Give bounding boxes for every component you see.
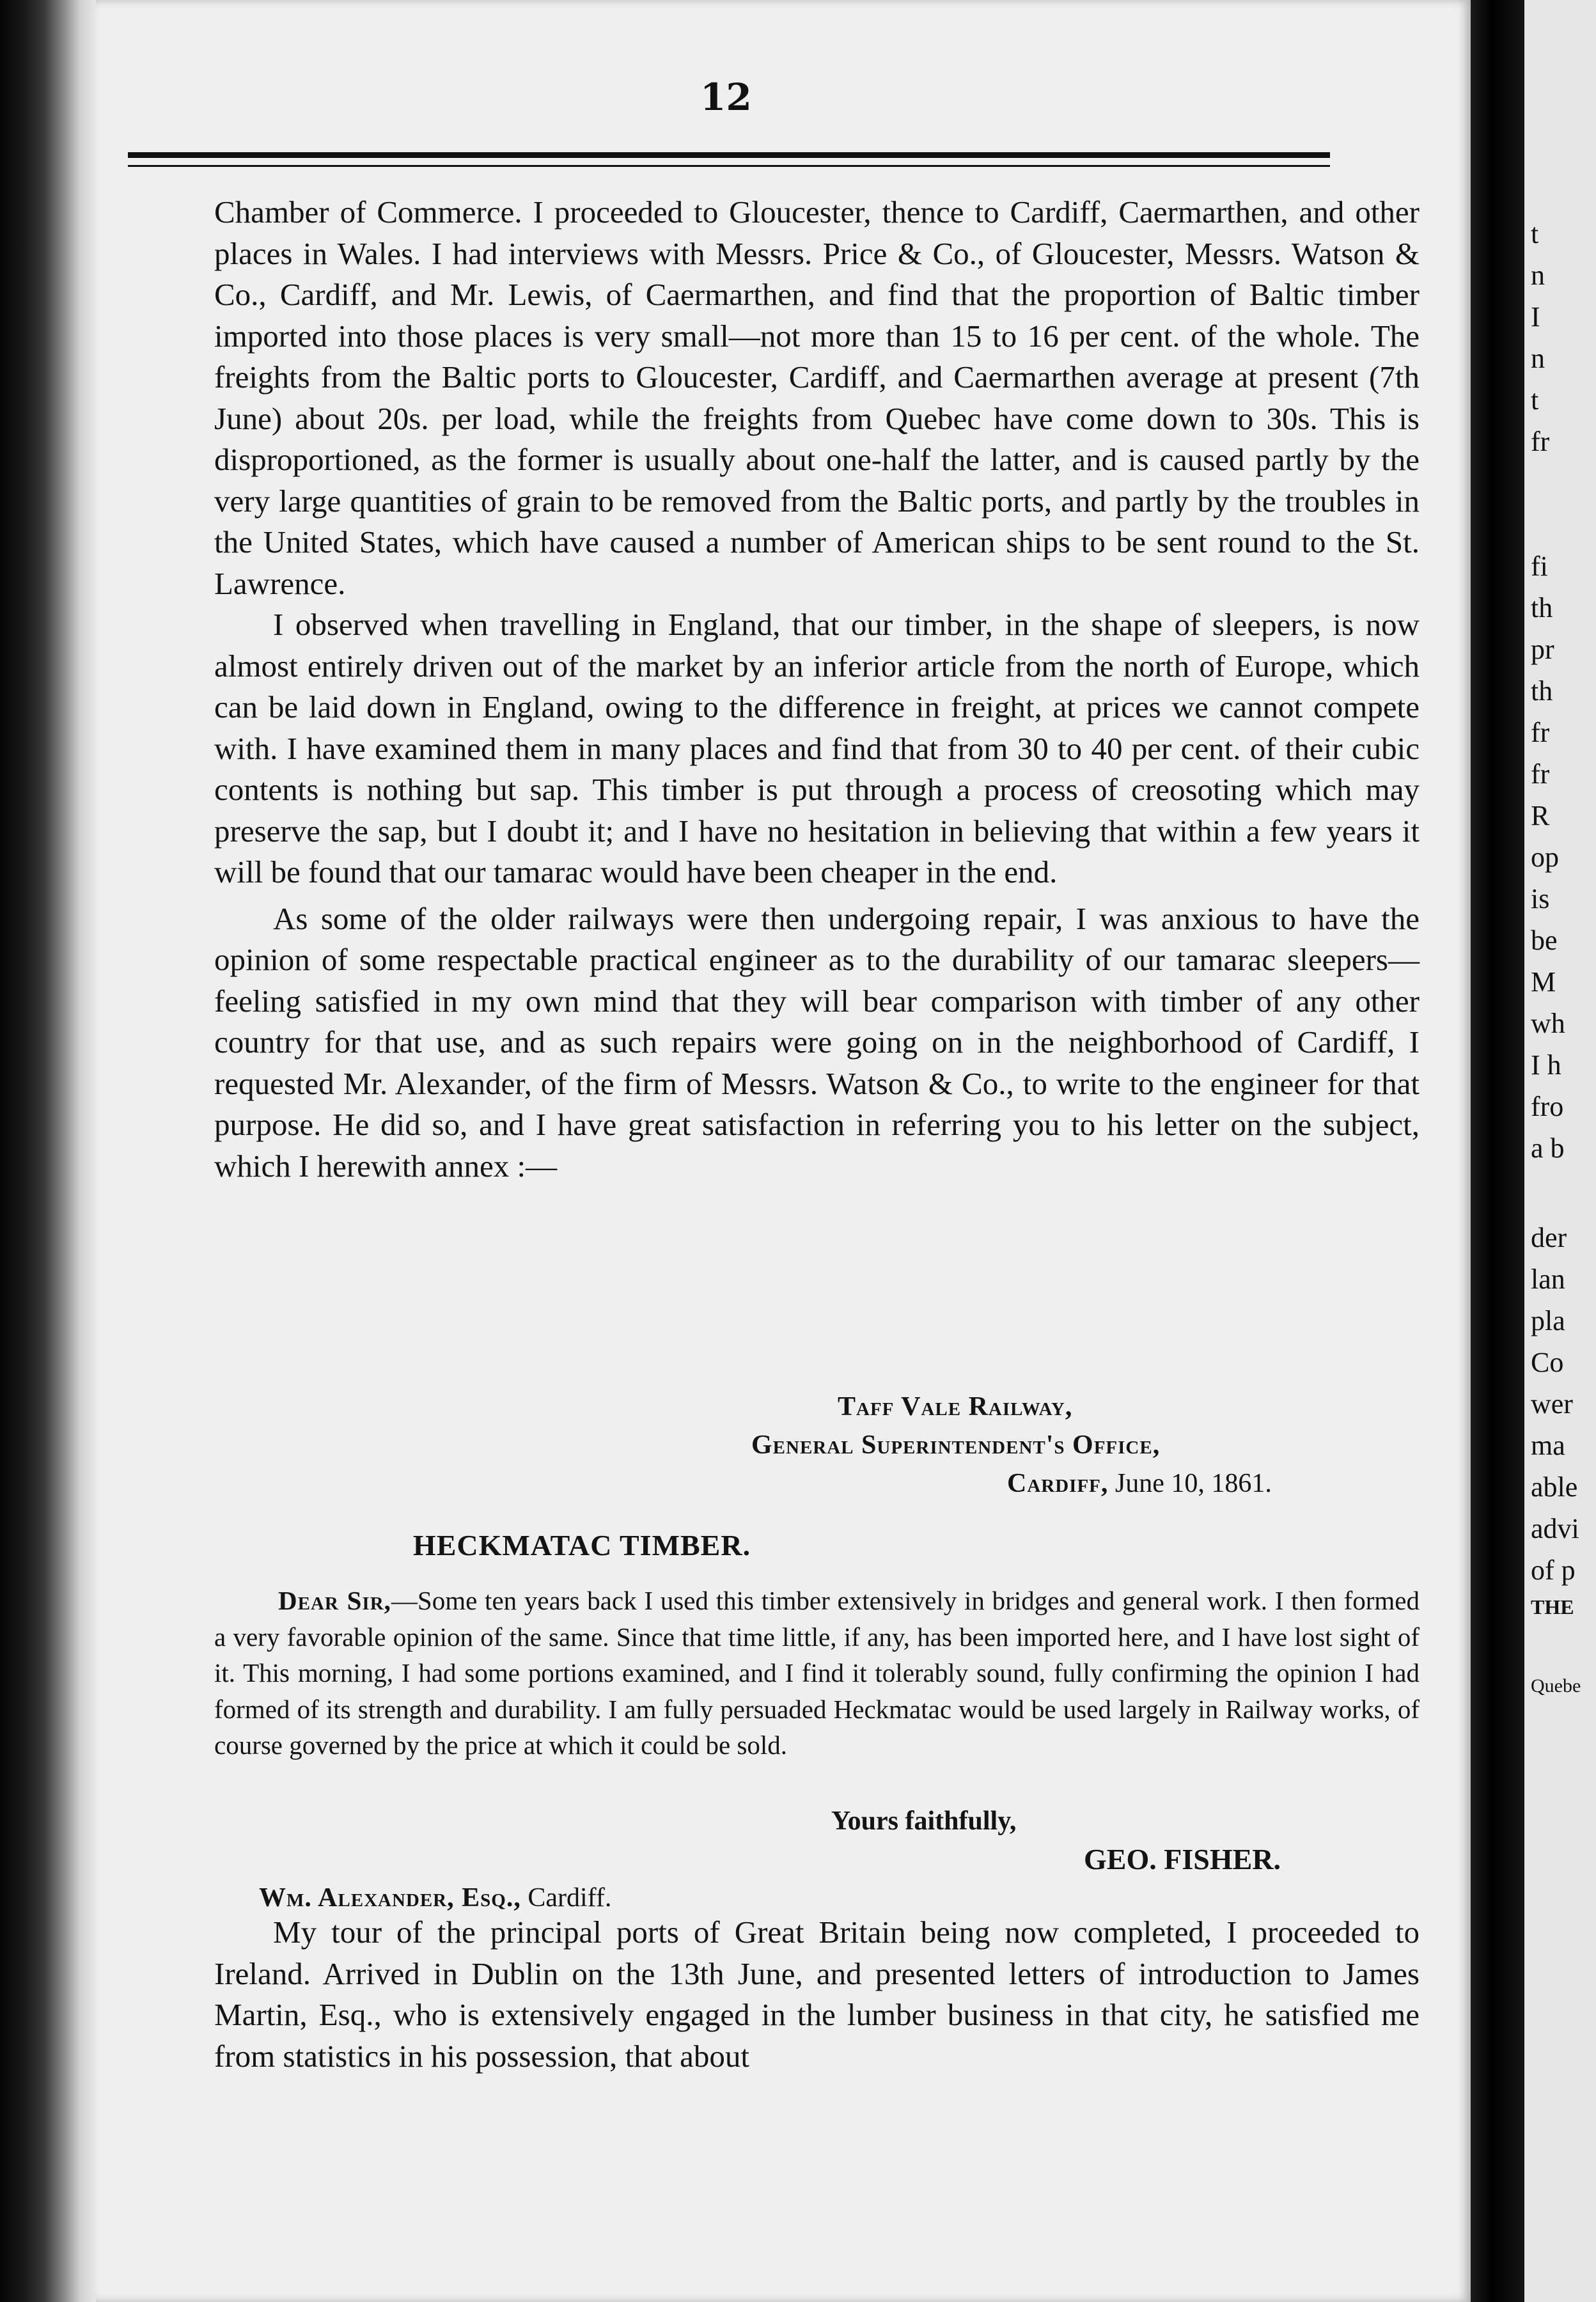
next-page-fragment: I h [1531, 1049, 1561, 1081]
next-page-fragment: n [1531, 260, 1545, 291]
paragraph-1: Chamber of Commerce. I proceeded to Gloucester, thence to Cardiff, Caermarthen, and other places in Wales. I had interviews with Messrs. Price & Co., of Gloucester, Messrs. Watson & Co., Cardiff, and Mr. Lewis, of Caermarthen, and find that the proportion of Baltic timber imported into those places is very small—not more than 15 to 16 per cent. of the whole. The freights from the Baltic ports to Gloucester, Cardiff, and Caermarthen average at present (7th June) about 20s. per load, while the freights from Quebec have come down to 30s. This is disproportioned, as the former is usually about one-half the latter, and is caused partly by the very large quantities of grain to be removed from the Baltic ports, and partly by the troubles in the United States, which have caused a number of American ships to be sent round to the St. Lawrence. [214, 194, 1420, 601]
next-page-fragment: t [1531, 384, 1539, 416]
next-page-fragment: I [1531, 301, 1540, 333]
letter-header [214, 1388, 1420, 1503]
next-page-fragment: pr [1531, 634, 1554, 665]
next-page-edge [1524, 0, 1596, 2302]
letter-paragraph [214, 1583, 1420, 1764]
letter-from-2: General Superintendent's Office, [751, 1430, 1161, 1460]
next-page-fragment: THE [1531, 1595, 1574, 1618]
next-page-fragment: ma [1531, 1430, 1565, 1461]
next-page-fragment: wh [1531, 1008, 1565, 1039]
next-page-fragment: n [1531, 343, 1545, 374]
next-page-fragment: Co [1531, 1347, 1564, 1378]
next-page-fragment: fr [1531, 426, 1550, 457]
next-page-fragment: th [1531, 675, 1553, 707]
letter-place: Cardiff, [1007, 1469, 1109, 1498]
letter-closing-block [214, 1802, 1420, 1917]
letter-salutation: Dear Sir, [278, 1586, 391, 1615]
letter-date: June 10, 1861. [1115, 1469, 1272, 1498]
book-gutter [1471, 0, 1524, 2302]
header-rule-thin [128, 165, 1330, 167]
body-text-continued [214, 1912, 1420, 2077]
paragraph-2: I observed when travelling in England, that our timber, in the shape of sleepers, is now almost entirely driven out of the market by an inferior article from the north of Europe, which can be laid down in England, owing to the difference in freight, at prices we cannot compete with. I have examined them in many places and find that from 30 to 40 per cent. of their cubic contents is nothing but sap. This timber is put through a process of creosoting which may preserve the sap, but I doubt it; and I have no hesitation in believing that within a few years it will be found that our tamarac would have been cheaper in the end. [214, 607, 1420, 889]
next-page-fragment: fi [1531, 551, 1548, 582]
letter-closing: Yours faithfully, [831, 1806, 1017, 1836]
next-page-fragment: M [1531, 966, 1556, 998]
next-page-fragment: able [1531, 1471, 1578, 1503]
next-page-fragment: der [1531, 1222, 1567, 1253]
letter-text: —Some ten years back I used this timber extensively in bridges and general work. I then formed a very favorable opinion of the same. Since that time little, if any, has been imported here, and I have lost sight of it. This morning, I had some portions examined, and I find it tolerably sound, fully confirming the opinion I had formed of its strength and durability. I am fully persuaded Heckmatac would be used largely in Railway works, of course governed by the price at which it could be sold. [214, 1586, 1420, 1760]
next-page-fragment: R [1531, 800, 1550, 831]
next-page-fragment: wer [1531, 1388, 1573, 1420]
book-binding [0, 0, 96, 2302]
next-page-fragment: is [1531, 883, 1550, 914]
next-page-fragment: fr [1531, 758, 1550, 790]
next-page-fragment: Quebe [1531, 1675, 1581, 1696]
addressee-place: Cardiff. [528, 1883, 612, 1913]
next-page-fragment: a b [1531, 1132, 1565, 1164]
letter-signature: GEO. FISHER. [1084, 1843, 1281, 1875]
paragraph-3: As some of the older railways were then undergoing repair, I was anxious to have the opinion of some respectable practical engineer as to the durability of our tamarac sleepers—feeling satisfied in my own mind that they will bear comparison with timber of any other country for that use, and as such repairs were going on in the neighborhood of Cardiff, I requested Mr. Alexander, of the firm of Messrs. Watson & Co., to write to the engineer for that purpose. He did so, and I have great satisfaction in referring you to his letter on the subject, which I herewith annex :— [214, 900, 1420, 1184]
next-page-fragment: th [1531, 592, 1553, 623]
letter-from-1: Taff Vale Railway, [838, 1392, 1073, 1421]
letter-dateline [214, 1464, 1420, 1503]
letter-body [214, 1583, 1420, 1764]
next-page-fragment: lan [1531, 1264, 1565, 1295]
letter-heading-wrap [214, 1528, 1420, 1562]
paragraph-4: My tour of the principal ports of Great Britain being now completed, I proceeded to Ireland. Arrived in Dublin on the 13th June, and presented letters of introduction to James Martin, Esq., who is extensively engaged in the lumber business in that city, he satisfied me from statistics in his possession, that about [214, 1914, 1420, 2074]
next-page-fragment: pla [1531, 1305, 1565, 1336]
next-page-fragment: be [1531, 925, 1558, 956]
next-page-fragment: t [1531, 218, 1539, 249]
header-rule [128, 152, 1330, 158]
letter-addressee [214, 1879, 1420, 1917]
next-page-fragment: of p [1531, 1554, 1576, 1586]
page-number: 12 [700, 75, 752, 119]
addressee-name: Wm. Alexander, Esq., [259, 1883, 521, 1913]
next-page-fragment: fr [1531, 717, 1550, 748]
next-page-fragment: fro [1531, 1091, 1564, 1122]
body-text [214, 192, 1420, 1187]
next-page-fragment: advi [1531, 1513, 1579, 1544]
next-page-fragment: op [1531, 842, 1559, 873]
letter-heading: HECKMATAC TIMBER. [412, 1529, 751, 1562]
